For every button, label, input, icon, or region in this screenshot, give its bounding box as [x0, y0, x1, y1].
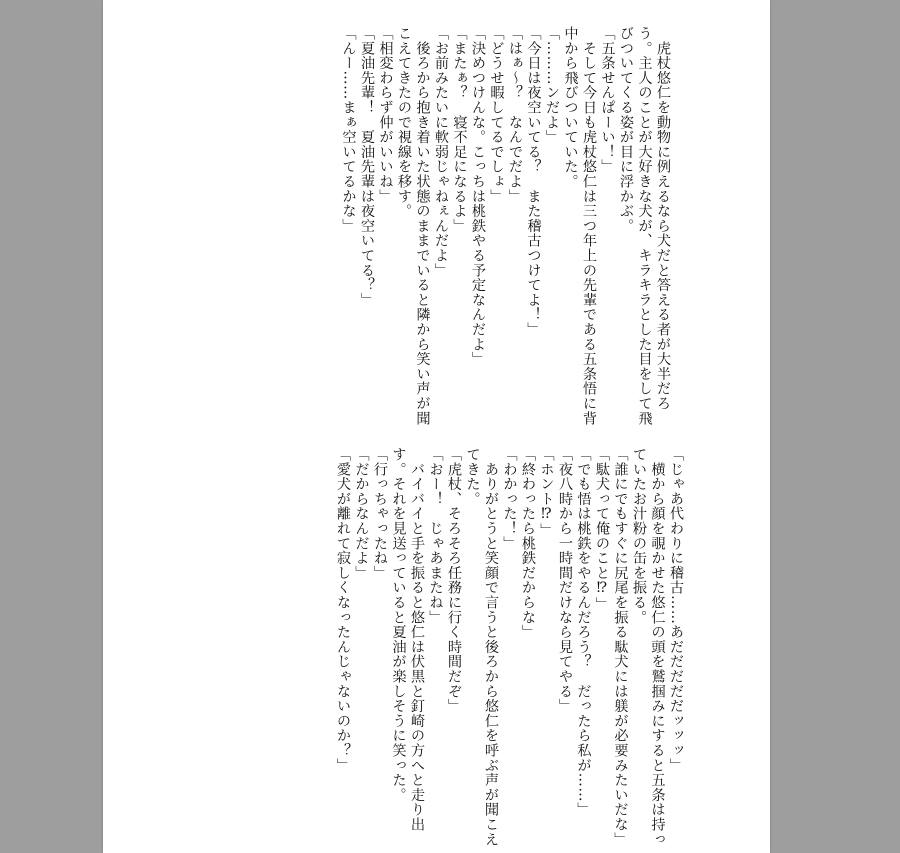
text-line: 「夏油先輩！ 夏油先輩は夜空いてる？」 [359, 26, 375, 308]
text-line: 「ホント⁉」 [538, 447, 555, 538]
text-line: 「誰にでもすぐに尻尾を振る駄犬には躾が必要みたいだな」 [612, 447, 629, 847]
text-line: 「愛犬が離れて寂しくなったんじゃないのか？」 [335, 447, 351, 773]
text-line: 「相変わらず仲がいいね」 [377, 26, 394, 204]
text-line: びついてくる姿が目に浮かぶ。 [618, 26, 634, 234]
text-line: 中から飛びついていた。 [562, 26, 579, 189]
text-line: 「今日は夜空いてる？ また稽古つけてよ！」 [525, 26, 542, 337]
text-line: 「だからなんだよ」 [353, 447, 370, 581]
text-line: 虎杖悠仁を動物に例えるなら犬だと答える者が大半だろ [655, 26, 671, 411]
text-line: 「でも悟は桃鉄をやるんだろう？ だったら私が……」 [575, 447, 592, 817]
text-line: 後ろから抱き着いた状態のままでいると隣から笑い声が聞 [414, 26, 431, 426]
text-line: 「………ンだよ」 [544, 26, 560, 145]
text-line: 「行っちゃったね」 [372, 447, 388, 581]
text-line: そして今日も虎杖悠仁は三つ年上の先輩である五条悟に背 [581, 26, 597, 426]
text-line: 「んー……まぁ空いてるかな」 [340, 26, 357, 234]
text-line: 「決めつけんな。こっちは桃鉄やる予定なんだよ」 [470, 26, 486, 367]
text-line: てきた。 [464, 447, 481, 507]
text-block-bottom [334, 447, 686, 847]
text-line: バイバイと手を振ると悠仁は伏黒と釘崎の方へと走り出 [409, 447, 425, 832]
text-line: 「五条せんぱーい！」 [599, 26, 616, 174]
text-line: 「お前みたいに軟弱じゃねぇんだよ」 [433, 26, 449, 278]
text-line: 「じゃあ代わりに稽古……あだだだだだッッッ」 [668, 447, 684, 773]
text-line: 「終わったら桃鉄だからな」 [520, 447, 536, 640]
text-line: 「おー！ じゃあまたね」 [427, 447, 444, 625]
text-line: 「わかった！」 [501, 447, 518, 551]
text-line: こえてきたので視線を移す。 [396, 26, 412, 219]
text-line: す。それを見送っていると夏油が楽しそうに笑った。 [390, 447, 407, 803]
text-line: 「はぁ～？ なんでだよ」 [507, 26, 523, 204]
text-line: ありがとうと笑顔で言うと後ろから悠仁を呼ぶ声が聞こえ [483, 447, 499, 847]
text-line: ていたお汁粉の缶を振る。 [631, 447, 647, 625]
text-line: 「虎杖、そろそろ任務に行く時間だぞ」 [446, 447, 462, 714]
text-block-top [339, 26, 672, 426]
text-line: 「またぁ？ 寝不足になるよ」 [451, 26, 468, 234]
document-page [103, 0, 770, 853]
text-line: う。主人のことが大好きな犬が、キラキラとした目をして飛 [636, 26, 653, 426]
text-line: 横から顔を覗かせた悠仁の頭を鷲掴みにすると五条は持っ [649, 447, 666, 847]
text-line: 「駄犬って俺のこと⁉」 [594, 447, 610, 612]
text-line: 「夜八時から一時間だけなら見てやる」 [557, 447, 573, 714]
text-line: 「どうせ暇してるでしょ」 [488, 26, 505, 204]
